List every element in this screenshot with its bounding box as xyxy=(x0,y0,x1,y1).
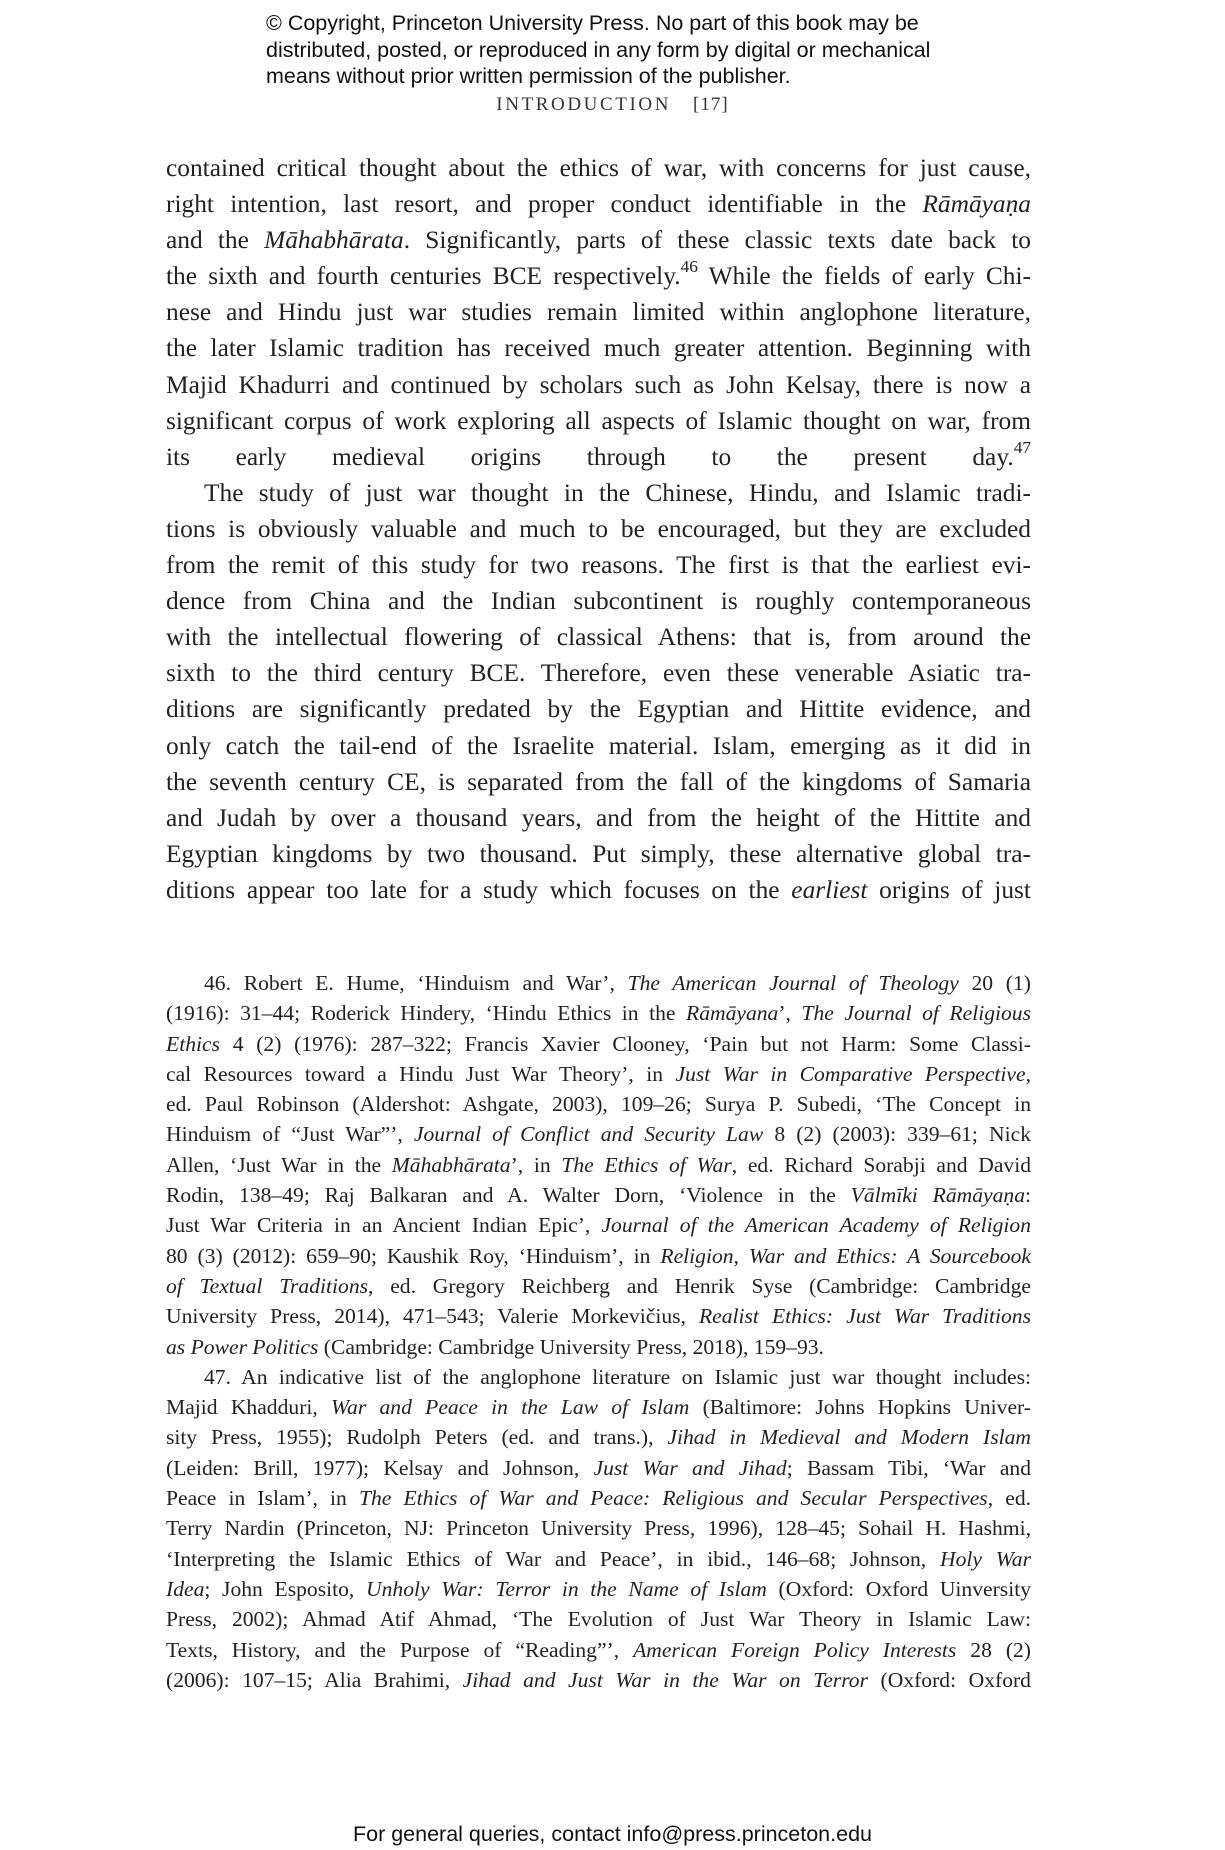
italic-title: Rāmāyaṇa xyxy=(922,190,1031,219)
text-line: the seventh century CE, is separated from the fall of the kingdoms of Samaria xyxy=(166,767,1031,796)
note-line: Ethics 4 (2) (1976): 287–322; Francis Xavier Clooney, ‘Pain but not Harm: Some Classi- xyxy=(166,1031,1031,1056)
note-line: sity Press, 1955); Rudolph Peters (ed. and trans.), Jihad in Medieval and Modern Islam xyxy=(166,1425,1032,1450)
footnote-ref[interactable]: 46 xyxy=(680,257,698,277)
footnote-46 xyxy=(166,968,1031,1362)
note-line: as Power Politics (Cambridge: Cambridge University Press, 2018), 159–93. xyxy=(166,1334,824,1359)
note-line: Majid Khadduri, War and Peace in the Law of Islam (Baltimore: Johns Hopkins Univer- xyxy=(166,1395,1031,1420)
note-line: 80 (3) (2012): 659–90; Kaushik Roy, ‘Hinduism’, in Religion, War and Ethics: A Sourcebook xyxy=(166,1243,1031,1268)
text-line: nese and Hindu just war studies remain limited within anglophone literature, xyxy=(166,298,1031,327)
text-line: only catch the tail-end of the Israelite material. Islam, emerging as it did in xyxy=(166,731,1031,760)
text-line: the sixth and fourth centuries BCE respectively.$^{46}$ While the fields of early Chi- xyxy=(166,257,1031,291)
note-line: ‘Interpreting the Islamic Ethics of War and Peace’, in ibid., 146–68; Johnson, Holy War xyxy=(166,1546,1031,1571)
note-line: (1916): 31–44; Roderick Hindery, ‘Hindu Ethics in the Rāmāyana’, The Journal of Religious xyxy=(166,1001,1031,1026)
running-head xyxy=(0,94,1225,116)
paragraph xyxy=(166,475,1031,908)
text-line: ditions are significantly predated by the Egyptian and Hittite evidence, and xyxy=(166,695,1031,724)
copyright-line: means without prior written permission of the publisher. xyxy=(266,64,791,88)
footnotes xyxy=(166,968,1031,1695)
paragraph xyxy=(166,150,1031,475)
note-line: Peace in Islam’, in The Ethics of War and Peace: Religious and Secular Perspectives, ed. xyxy=(166,1486,1032,1511)
note-line: Texts, History, and the Purpose of “Reading”’, American Foreign Policy Interests 28 (2) xyxy=(166,1637,1031,1662)
note-line: Press, 2002); Ahmad Atif Ahmad, ‘The Evolution of Just War Theory in Islamic Law: xyxy=(166,1607,1031,1632)
note-line: of Textual Traditions, ed. Gregory Reichberg and Henrik Syse (Cambridge: Cambridge xyxy=(166,1273,1031,1298)
text-line: and Judah by over a thousand years, and from the height of the Hittite and xyxy=(166,803,1031,832)
note-line: 47. An indicative list of the anglophone literature on Islamic just war thought includes: xyxy=(204,1364,1031,1389)
text-line: sixth to the third century BCE. Therefore, even these venerable Asiatic tra- xyxy=(166,659,1031,688)
text-line: Egyptian kingdoms by two thousand. Put simply, these alternative global tra- xyxy=(166,839,1031,868)
footer-contact: For general queries, contact info@press.princeton.edu xyxy=(352,1822,872,1846)
note-line: Hinduism of “Just War”’, Journal of Conflict and Security Law 8 (2) (2003): 339–61; Nick xyxy=(166,1122,1031,1147)
copyright-line: distributed, posted, or reproduced in any form by digital or mechanical xyxy=(266,37,931,62)
text-line: ditions appear too late for a study which focuses on the earliest origins of just xyxy=(166,875,1031,904)
main-text xyxy=(166,150,1031,908)
footnote-47 xyxy=(166,1362,1031,1695)
note-line: University Press, 2014), 471–543; Valerie Morkevičius, Realist Ethics: Just War Traditions xyxy=(166,1304,1031,1329)
note-line: Rodin, 138–49; Raj Balkaran and A. Walter Dorn, ‘Violence in the Vālmīki Rāmāyaṇa: xyxy=(166,1183,1031,1208)
note-line: ed. Paul Robinson (Aldershot: Ashgate, 2003), 109–26; Surya P. Subedi, ‘The Concept in xyxy=(166,1092,1031,1117)
text-line: and the Māhabhārata. Significantly, parts of these classic texts date back to xyxy=(166,226,1032,255)
text-line: the later Islamic tradition has received much greater attention. Beginning with xyxy=(166,334,1031,363)
text-line: Majid Khadurri and continued by scholars such as John Kelsay, there is now a xyxy=(166,370,1031,399)
text-line: significant corpus of work exploring all aspects of Islamic thought on war, from xyxy=(166,406,1031,435)
page-number: [17] xyxy=(693,94,729,115)
text-line: contained critical thought about the ethics of war, with concerns for just cause, xyxy=(166,154,1031,182)
copyright-notice xyxy=(266,10,1026,90)
note-line: (2006): 107–15; Alia Brahimi, Jihad and Just War in the War on Terror (Oxford: Oxford xyxy=(166,1667,1031,1692)
text-line: with the intellectual flowering of classical Athens: that is, from around the xyxy=(166,623,1031,652)
note-line: Just War Criteria in an Ancient Indian Epic’, Journal of the American Academy of Religion xyxy=(166,1213,1031,1238)
note-line: cal Resources toward a Hindu Just War Theory’, in Just War in Comparative Perspective, xyxy=(166,1061,1031,1086)
footnote-ref[interactable]: 47 xyxy=(1013,437,1031,457)
text-line: its early medieval origins through to the present day.$^{47}$ xyxy=(166,437,1031,471)
text-line: dence from China and the Indian subcontinent is roughly contemporaneous xyxy=(166,587,1031,616)
chapter-title: INTRODUCTION xyxy=(496,94,672,115)
text-line: right intention, last resort, and proper conduct identifiable in the Rāmāyaṇa xyxy=(166,190,1031,219)
note-line: (Leiden: Brill, 1977); Kelsay and Johnson, Just War and Jihad; Bassam Tibi, ‘War and xyxy=(166,1455,1031,1480)
note-line: Terry Nardin (Princeton, NJ: Princeton University Press, 1996), 128–45; Sohail H. Hashmi, xyxy=(166,1516,1031,1541)
text-line: The study of just war thought in the Chinese, Hindu, and Islamic tradi- xyxy=(204,478,1031,507)
text-line: tions is obviously valuable and much to be encouraged, but they are excluded xyxy=(166,514,1031,543)
italic-emphasis: earliest xyxy=(791,875,868,904)
text-line: from the remit of this study for two reasons. The first is that the earliest evi- xyxy=(166,551,1031,580)
note-line: 46. Robert E. Hume, ‘Hinduism and War’, The American Journal of Theology 20 (1) xyxy=(204,971,1031,995)
italic-title: Māhabhārata xyxy=(264,226,404,255)
note-line: Idea; John Esposito, Unholy War: Terror in the Name of Islam (Oxford: Oxford Uinversity xyxy=(166,1576,1031,1601)
copyright-line: © Copyright, Princeton University Press. No part of this book may be xyxy=(266,11,919,35)
note-line: Allen, ‘Just War in the Māhabhārata’, in The Ethics of War, ed. Richard Sorabji and David xyxy=(166,1152,1032,1177)
